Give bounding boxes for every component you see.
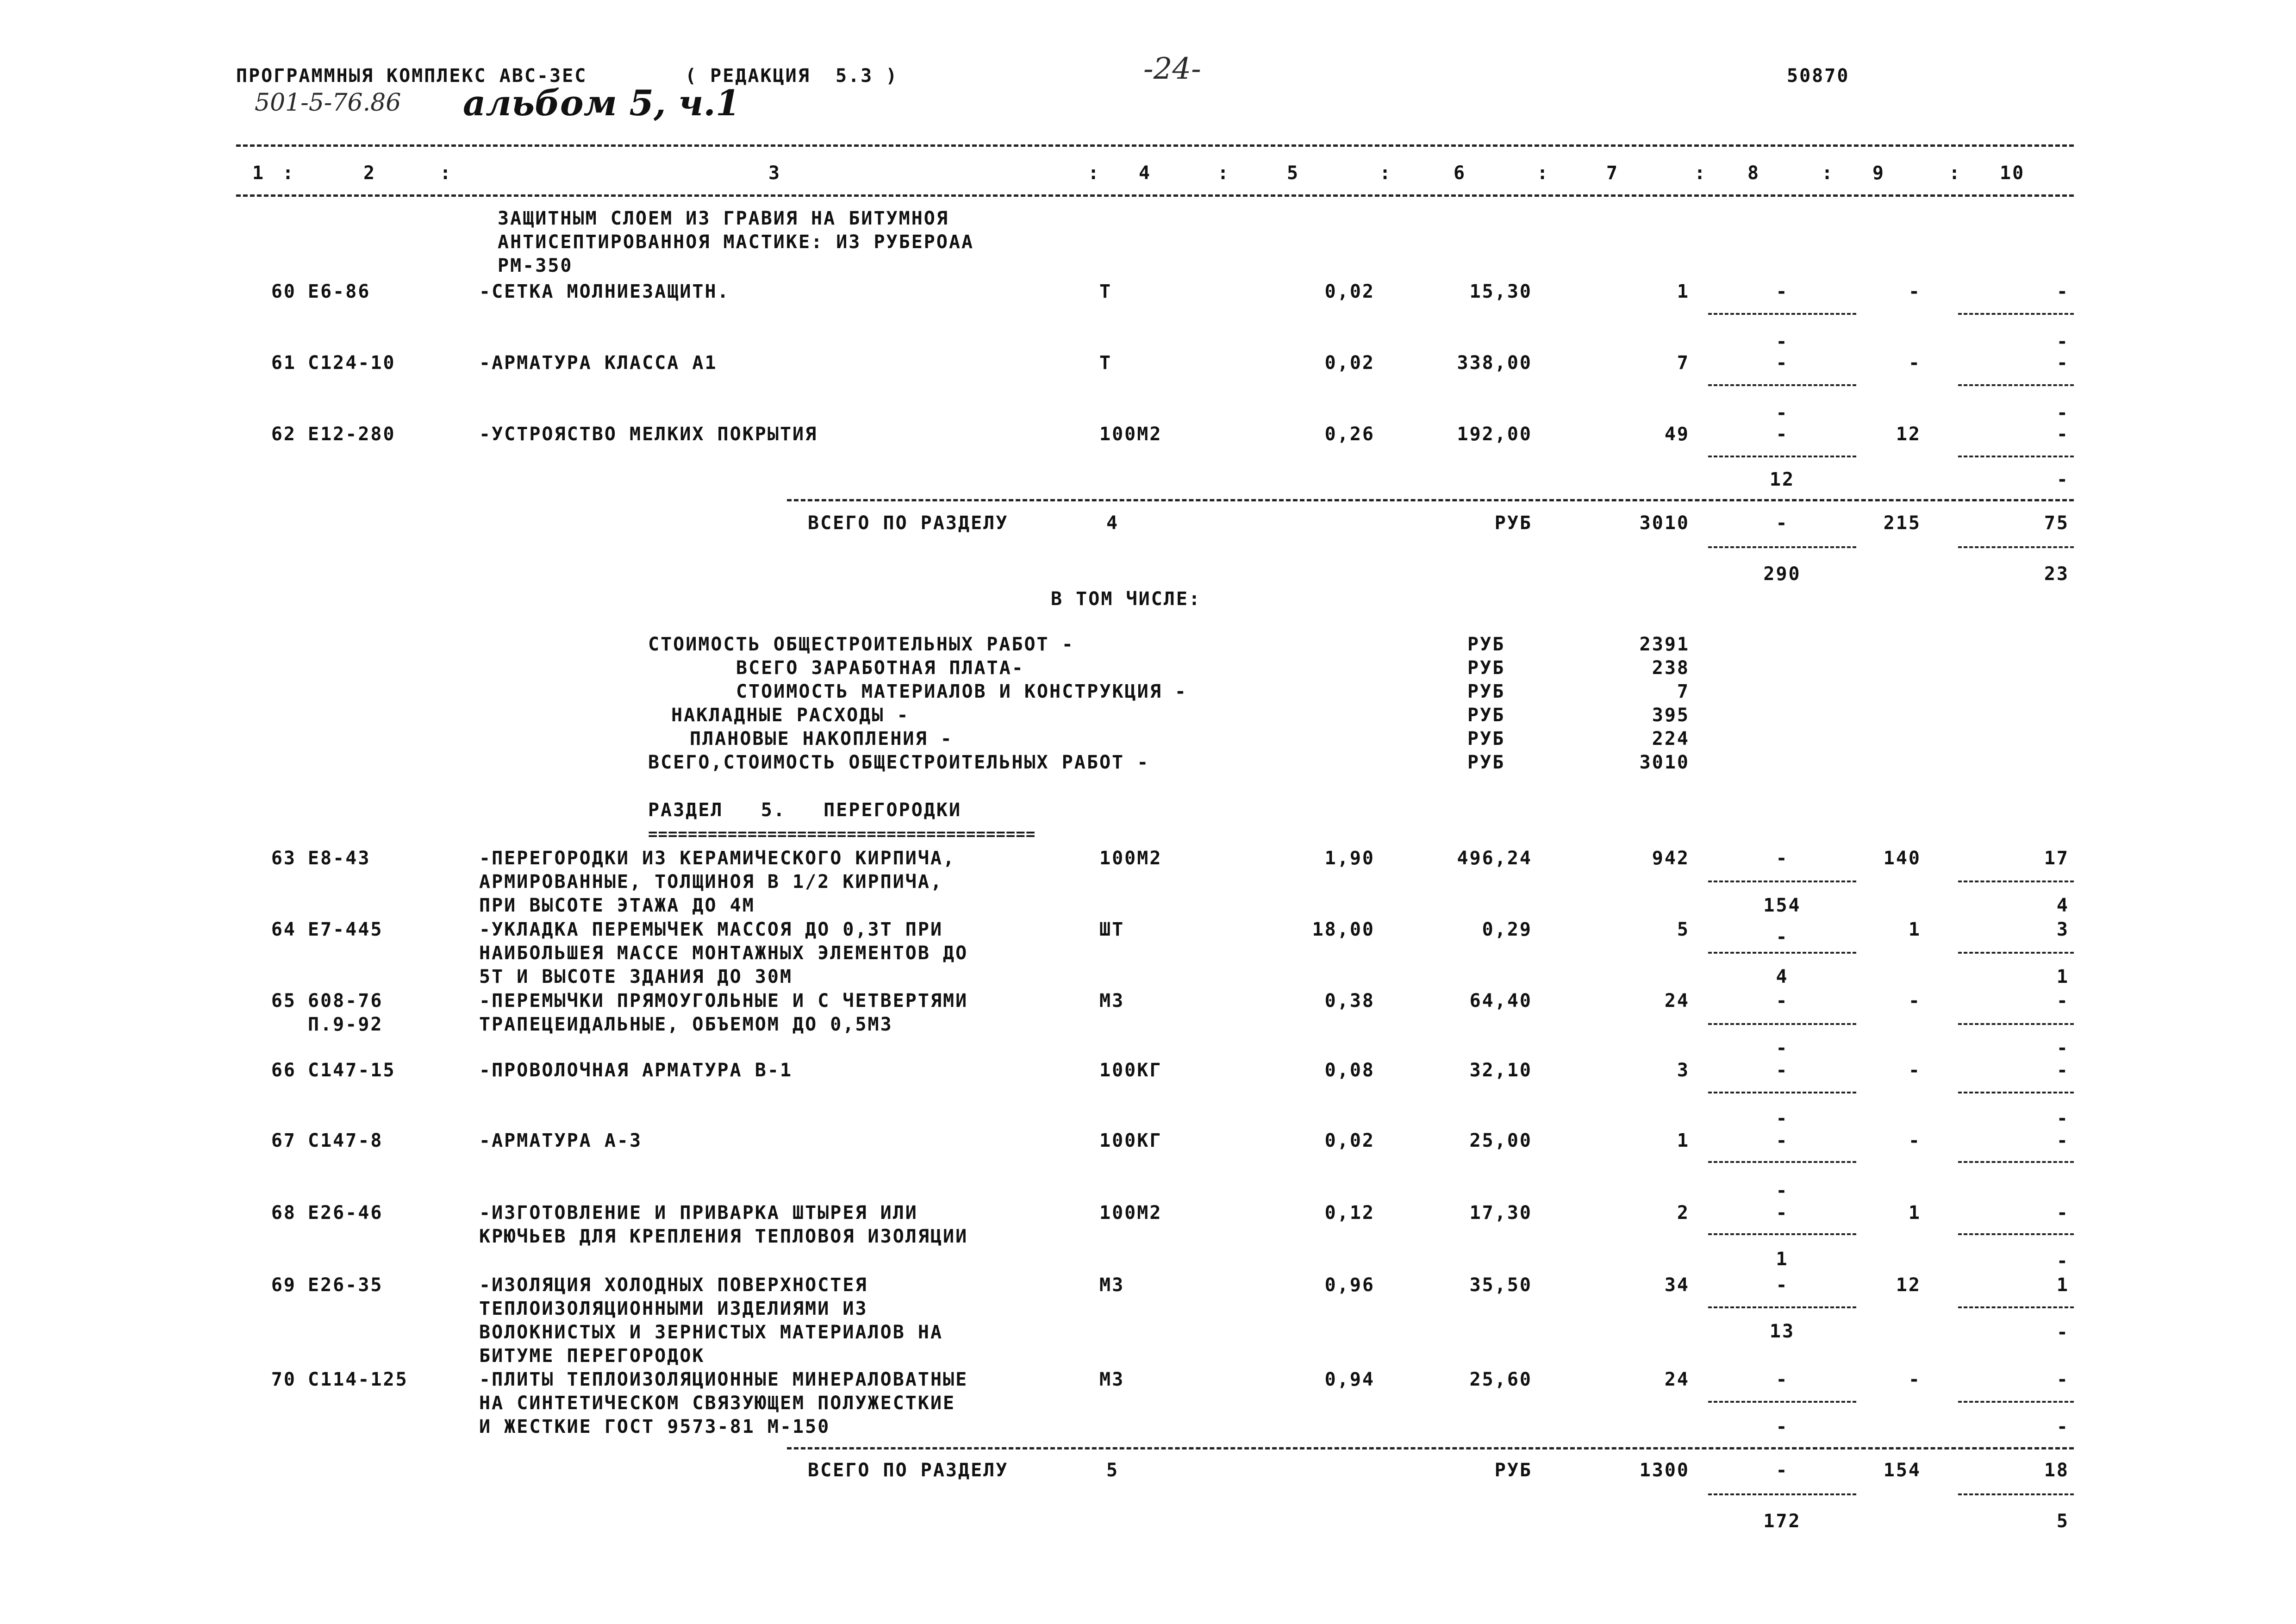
row-name-line: НАИБОЛЬШЕЯ МАССЕ МОНТАЖНЫХ ЭЛЕМЕНТОВ ДО: [479, 943, 968, 964]
breakdown-label: ВСЕГО,СТОИМОСТЬ ОБЩЕСТРОИТЕЛЬНЫХ РАБОТ -: [648, 752, 1150, 773]
breakdown-value: 238: [1652, 657, 1690, 679]
row-code: Е6-86: [308, 281, 371, 302]
cell-divider: [1958, 1493, 2074, 1495]
row-name-line: ТЕПЛОИЗОЛЯЦИОННЫМИ ИЗДЕЛИЯМИ ИЗ: [479, 1298, 868, 1319]
row-name-line: ПРИ ВЫСОТЕ ЭТАЖА ДО 4М: [479, 895, 755, 916]
row-qty: 0,96: [1324, 1274, 1375, 1296]
header-bottom-rule: [236, 194, 2074, 197]
section-total-col9: 215: [1883, 512, 1921, 534]
row-name: -АРМАТУРА КЛАССА А1: [479, 352, 718, 374]
row-number: 64: [271, 919, 296, 940]
section-heading: РАЗДЕЛ 5. ПЕРЕГОРОДКИ: [648, 800, 962, 821]
breakdown-label: СТОИМОСТЬ ОБЩЕСТРОИТЕЛЬНЫХ РАБОТ -: [648, 634, 1074, 655]
col-header-9: 9: [1872, 162, 1885, 184]
row-col9: 140: [1883, 848, 1921, 869]
row-total: 1: [1677, 281, 1690, 302]
cell-divider: [1708, 384, 1856, 386]
section-total-col8: -: [1776, 1460, 1789, 1481]
row-col8-lower: 12: [1769, 469, 1795, 490]
row-price: 35,50: [1469, 1274, 1532, 1296]
cell-divider: [1958, 1023, 2074, 1025]
cell-divider: [1958, 952, 2074, 954]
row-price: 25,00: [1469, 1130, 1532, 1151]
row-number: 66: [271, 1060, 296, 1081]
row-name-line: -ПЕРЕМЫЧКИ ПРЯМОУГОЛЬНЫЕ И С ЧЕТВЕРТЯМИ: [479, 990, 968, 1012]
row-code: Е7-445: [308, 919, 383, 940]
row-code: С147-8: [308, 1130, 383, 1151]
row-total: 24: [1664, 990, 1690, 1012]
col-sep: :: [1822, 162, 1834, 184]
row-col8-top: -: [1776, 402, 1789, 424]
row-col8: -: [1776, 1060, 1789, 1081]
section-heading-underline: =======================================: [648, 825, 1036, 843]
row-qty: 18,00: [1312, 919, 1375, 940]
row-number: 68: [271, 1202, 296, 1224]
row-unit: 100М2: [1099, 848, 1162, 869]
row-unit: 100КГ: [1099, 1060, 1162, 1081]
row-col10-lower: 4: [2056, 895, 2069, 916]
breakdown-value: 2391: [1639, 634, 1690, 655]
cell-divider: [1958, 313, 2074, 315]
row-name-line: -АРМАТУРА А-3: [479, 1130, 643, 1151]
row-unit: М3: [1099, 990, 1125, 1012]
row-code: Е26-46: [308, 1202, 383, 1224]
cell-divider: [1708, 1023, 1856, 1025]
row-col8: -: [1776, 990, 1789, 1012]
row-total: 2: [1677, 1202, 1690, 1224]
row-qty: 0,02: [1324, 352, 1375, 374]
cell-divider: [1958, 384, 2074, 386]
row-name-line: -ПЛИТЫ ТЕПЛОИЗОЛЯЦИОННЫЕ МИНЕРАЛОВАТНЫЕ: [479, 1369, 968, 1390]
row-col10: -: [2056, 281, 2069, 302]
col-header-2: 2: [363, 162, 376, 184]
row-col8-lower: -: [1776, 1416, 1789, 1437]
col-sep: :: [1949, 162, 1962, 184]
col-sep: :: [1379, 162, 1392, 184]
row-qty: 0,12: [1324, 1202, 1375, 1224]
cell-divider: [1708, 1493, 1856, 1495]
row-price: 338,00: [1457, 352, 1532, 374]
row-col8: -: [1776, 848, 1789, 869]
cell-divider: [1708, 313, 1856, 315]
row-code-secondary: П.9-92: [308, 1014, 383, 1035]
row-qty: 0,26: [1324, 424, 1375, 445]
row-number: 61: [271, 352, 296, 374]
section-number: 5: [1106, 1460, 1119, 1481]
section-total-col8: -: [1776, 512, 1789, 534]
row-col9: -: [1908, 1060, 1921, 1081]
section-total-label: ВСЕГО ПО РАЗДЕЛУ: [808, 512, 1009, 534]
breakdown-value: 395: [1652, 705, 1690, 726]
col-header-3: 3: [768, 162, 781, 184]
col-header-7: 7: [1606, 162, 1619, 184]
cell-divider: [1958, 1233, 2074, 1235]
row-col10: -: [2056, 1130, 2069, 1151]
row-unit: М3: [1099, 1369, 1125, 1390]
row-unit: 100КГ: [1099, 1130, 1162, 1151]
cell-divider: [1708, 1306, 1856, 1308]
row-col10: -: [2056, 1202, 2069, 1224]
row-col10-lower: 1: [2056, 966, 2069, 987]
breakdown-unit: РУБ: [1467, 752, 1505, 773]
cell-divider: [1708, 952, 1856, 954]
breakdown-unit: РУБ: [1467, 681, 1505, 702]
breakdown-label: НАКЛАДНЫЕ РАСХОДЫ -: [671, 705, 910, 726]
breakdown-unit: РУБ: [1467, 634, 1505, 655]
row-unit: ШТ: [1099, 919, 1125, 940]
handwritten-reference: 501-5-76.86: [255, 89, 401, 117]
cell-divider: [1708, 1161, 1856, 1163]
total-rule: [787, 499, 2074, 501]
row-col10: 3: [2056, 919, 2069, 940]
edition-label: ( РЕДАКЦИЯ 5.3 ): [685, 65, 898, 87]
cell-divider: [1958, 1401, 2074, 1403]
row-col9: 1: [1908, 919, 1921, 940]
col-header-10: 10: [2000, 162, 2025, 184]
col-header-5: 5: [1287, 162, 1300, 184]
row-price: 64,40: [1469, 990, 1532, 1012]
row-total: 49: [1664, 424, 1690, 445]
row-unit: 100М2: [1099, 424, 1162, 445]
row-price: 25,60: [1469, 1369, 1532, 1390]
col-header-4: 4: [1139, 162, 1152, 184]
row-price: 192,00: [1457, 424, 1532, 445]
section-total-unit: РУБ: [1494, 1460, 1532, 1481]
row-col8: -: [1776, 1369, 1789, 1390]
row-number: 63: [271, 848, 296, 869]
row-code: С124-10: [308, 352, 396, 374]
row-name-line: БИТУМЕ ПЕРЕГОРОДОК: [479, 1345, 705, 1367]
row-col9: -: [1908, 352, 1921, 374]
cell-divider: [1708, 1092, 1856, 1093]
breakdown-title: В ТОМ ЧИСЛЕ:: [1051, 588, 1201, 610]
row-number: 67: [271, 1130, 296, 1151]
col-sep: :: [1694, 162, 1707, 184]
continued-line: ЗАЩИТНЫМ СЛОЕМ ИЗ ГРАВИЯ НА БИТУМНОЯ: [498, 208, 949, 229]
cell-divider: [1708, 1233, 1856, 1235]
section-total-col9: 154: [1883, 1460, 1921, 1481]
cell-divider: [1958, 1161, 2074, 1163]
row-col9: -: [1908, 990, 1921, 1012]
row-name-line: -ИЗОЛЯЦИЯ ХОЛОДНЫХ ПОВЕРХНОСТЕЯ: [479, 1274, 868, 1296]
row-col10: -: [2056, 424, 2069, 445]
col-header-8: 8: [1747, 162, 1760, 184]
row-code: Е26-35: [308, 1274, 383, 1296]
row-code: С147-15: [308, 1060, 396, 1081]
row-col10: -: [2056, 352, 2069, 374]
section-total-value: 3010: [1639, 512, 1690, 534]
row-name-line: КРЮЧЬЕВ ДЛЯ КРЕПЛЕНИЯ ТЕПЛОВОЯ ИЗОЛЯЦИИ: [479, 1226, 968, 1247]
row-qty: 0,02: [1324, 1130, 1375, 1151]
section-total-label: ВСЕГО ПО РАЗДЕЛУ: [808, 1460, 1009, 1481]
section-total-unit: РУБ: [1494, 512, 1532, 534]
section-total-col8-lower: 172: [1763, 1511, 1801, 1532]
row-col9: -: [1908, 1130, 1921, 1151]
table-top-rule: [236, 144, 2074, 147]
row-name-line: И ЖЕСТКИЕ ГОСТ 9573-81 М-150: [479, 1416, 830, 1437]
row-code: 608-76: [308, 990, 383, 1012]
col-header-1: 1: [252, 162, 265, 184]
cell-divider: [1708, 546, 1856, 548]
row-name-line: 5Т И ВЫСОТЕ ЗДАНИЯ ДО 30М: [479, 966, 793, 987]
row-col10-lower: -: [2056, 1322, 2069, 1343]
row-qty: 1,90: [1324, 848, 1375, 869]
section-total-col10: 18: [2044, 1460, 2069, 1481]
breakdown-value: 7: [1677, 681, 1690, 702]
cell-divider: [1708, 456, 1856, 457]
row-col10-top: -: [2056, 331, 2069, 352]
row-price: 32,10: [1469, 1060, 1532, 1081]
row-col8: -: [1776, 1130, 1789, 1151]
row-price: 17,30: [1469, 1202, 1532, 1224]
row-price: 496,24: [1457, 848, 1532, 869]
cell-divider: [1958, 456, 2074, 457]
breakdown-unit: РУБ: [1467, 705, 1505, 726]
row-col10-top: -: [2056, 1108, 2069, 1129]
row-code: Е8-43: [308, 848, 371, 869]
row-name-line: ВОЛОКНИСТЫХ И ЗЕРНИСТЫХ МАТЕРИАЛОВ НА: [479, 1322, 943, 1343]
row-name-line: -ПЕРЕГОРОДКИ ИЗ КЕРАМИЧЕСКОГО КИРПИЧА,: [479, 848, 956, 869]
col-sep: :: [1217, 162, 1230, 184]
row-number: 60: [271, 281, 296, 302]
section-total-col10: 75: [2044, 512, 2069, 534]
program-title: ПРОГРАММНЫЯ КОМПЛЕКС АВС-ЗЕС: [236, 65, 587, 87]
row-qty: 0,02: [1324, 281, 1375, 302]
breakdown-unit: РУБ: [1467, 728, 1505, 750]
row-col9: -: [1908, 281, 1921, 302]
row-total: 7: [1677, 352, 1690, 374]
row-total: 34: [1664, 1274, 1690, 1296]
row-number: 65: [271, 990, 296, 1012]
row-total: 3: [1677, 1060, 1690, 1081]
section-total-col10-lower: 5: [2056, 1511, 2069, 1532]
row-name: -УСТРОЯСТВО МЕЛКИХ ПОКРЫТИЯ: [479, 424, 818, 445]
row-name-line: ТРАПЕЦЕИДАЛЬНЫЕ, ОБЪЕМОМ ДО 0,5М3: [479, 1014, 893, 1035]
row-col8-top: -: [1776, 331, 1789, 352]
col-sep: :: [1537, 162, 1550, 184]
total-rule: [787, 1447, 2074, 1449]
row-col10: -: [2056, 1060, 2069, 1081]
row-price: 0,29: [1482, 919, 1532, 940]
row-col10: 17: [2044, 848, 2069, 869]
row-number: 69: [271, 1274, 296, 1296]
row-price: 15,30: [1469, 281, 1532, 302]
row-col8-top: -: [1776, 1037, 1789, 1059]
cell-divider: [1958, 1092, 2074, 1093]
row-unit: Т: [1099, 352, 1112, 374]
row-col10-top: -: [2056, 1037, 2069, 1059]
row-col8: -: [1776, 926, 1789, 948]
row-col10-lower: -: [2056, 469, 2069, 490]
col-header-6: 6: [1454, 162, 1466, 184]
cell-divider: [1958, 546, 2074, 548]
row-col8: -: [1776, 281, 1789, 302]
handwritten-album: альбом 5, ч.1: [463, 82, 740, 124]
row-col9: 12: [1896, 1274, 1921, 1296]
row-col8-top: -: [1776, 1180, 1789, 1201]
row-name-line: -ИЗГОТОВЛЕНИЕ И ПРИВАРКА ШТЫРЕЯ ИЛИ: [479, 1202, 918, 1224]
row-name-line: -УКЛАДКА ПЕРЕМЫЧЕК МАССОЯ ДО 0,3Т ПРИ: [479, 919, 943, 940]
col-sep: :: [282, 162, 295, 184]
row-code: С114-125: [308, 1369, 408, 1390]
row-col8: -: [1776, 352, 1789, 374]
row-col10: 1: [2056, 1274, 2069, 1296]
document-number: 50870: [1787, 65, 1850, 87]
cell-divider: [1708, 1401, 1856, 1403]
row-code: Е12-280: [308, 424, 396, 445]
section-total-col8-lower: 290: [1763, 563, 1801, 585]
row-col8: -: [1776, 424, 1789, 445]
col-sep: :: [440, 162, 453, 184]
breakdown-unit: РУБ: [1467, 657, 1505, 679]
row-col8-lower: 4: [1776, 966, 1789, 987]
continued-line: АНТИСЕПТИРОВАННОЯ МАСТИКЕ: ИЗ РУБЕРОАА: [498, 231, 974, 253]
row-unit: М3: [1099, 1274, 1125, 1296]
row-col10-top: -: [2056, 402, 2069, 424]
breakdown-value: 3010: [1639, 752, 1690, 773]
row-name-line: -ПРОВОЛОЧНАЯ АРМАТУРА В-1: [479, 1060, 793, 1081]
breakdown-label: ПЛАНОВЫЕ НАКОПЛЕНИЯ -: [690, 728, 953, 750]
row-unit: 100М2: [1099, 1202, 1162, 1224]
row-col8: -: [1776, 1274, 1789, 1296]
row-number: 62: [271, 424, 296, 445]
row-qty: 0,08: [1324, 1060, 1375, 1081]
row-col10-lower: -: [2056, 1416, 2069, 1437]
cell-divider: [1708, 881, 1856, 882]
page-number-handwritten: -24-: [1143, 52, 1201, 86]
continued-line: РМ-350: [498, 255, 573, 276]
row-col8-lower: 13: [1769, 1321, 1795, 1342]
row-name-line: АРМИРОВАННЫЕ, ТОЛЩИНОЯ В 1/2 КИРПИЧА,: [479, 871, 943, 893]
row-unit: Т: [1099, 281, 1112, 302]
breakdown-label: СТОИМОСТЬ МАТЕРИАЛОВ И КОНСТРУКЦИЯ -: [736, 681, 1187, 702]
row-total: 24: [1664, 1369, 1690, 1390]
row-col9: 12: [1896, 424, 1921, 445]
cell-divider: [1958, 881, 2074, 882]
row-total: 942: [1652, 848, 1690, 869]
breakdown-label: ВСЕГО ЗАРАБОТНАЯ ПЛАТА-: [736, 657, 1024, 679]
row-col8: -: [1776, 1202, 1789, 1224]
row-total: 1: [1677, 1130, 1690, 1151]
row-total: 5: [1677, 919, 1690, 940]
section-total-value: 1300: [1639, 1460, 1690, 1481]
row-col8-top: -: [1776, 1108, 1789, 1129]
breakdown-value: 224: [1652, 728, 1690, 750]
row-col9: 1: [1908, 1202, 1921, 1224]
col-sep: :: [1088, 162, 1101, 184]
row-col8-lower: 154: [1763, 895, 1801, 916]
cell-divider: [1958, 1306, 2074, 1308]
row-col9: -: [1908, 1369, 1921, 1390]
row-col10-lower: -: [2056, 1250, 2069, 1272]
row-qty: 0,38: [1324, 990, 1375, 1012]
row-col10: -: [2056, 990, 2069, 1012]
row-number: 70: [271, 1369, 296, 1390]
row-col10: -: [2056, 1369, 2069, 1390]
row-col8-lower: 1: [1776, 1249, 1789, 1270]
row-name: -СЕТКА МОЛНИЕЗАЩИТН.: [479, 281, 730, 302]
section-total-col10-lower: 23: [2044, 563, 2069, 585]
section-number: 4: [1106, 512, 1119, 534]
row-qty: 0,94: [1324, 1369, 1375, 1390]
row-name-line: НА СИНТЕТИЧЕСКОМ СВЯЗУЮЩЕМ ПОЛУЖЕСТКИЕ: [479, 1393, 956, 1414]
